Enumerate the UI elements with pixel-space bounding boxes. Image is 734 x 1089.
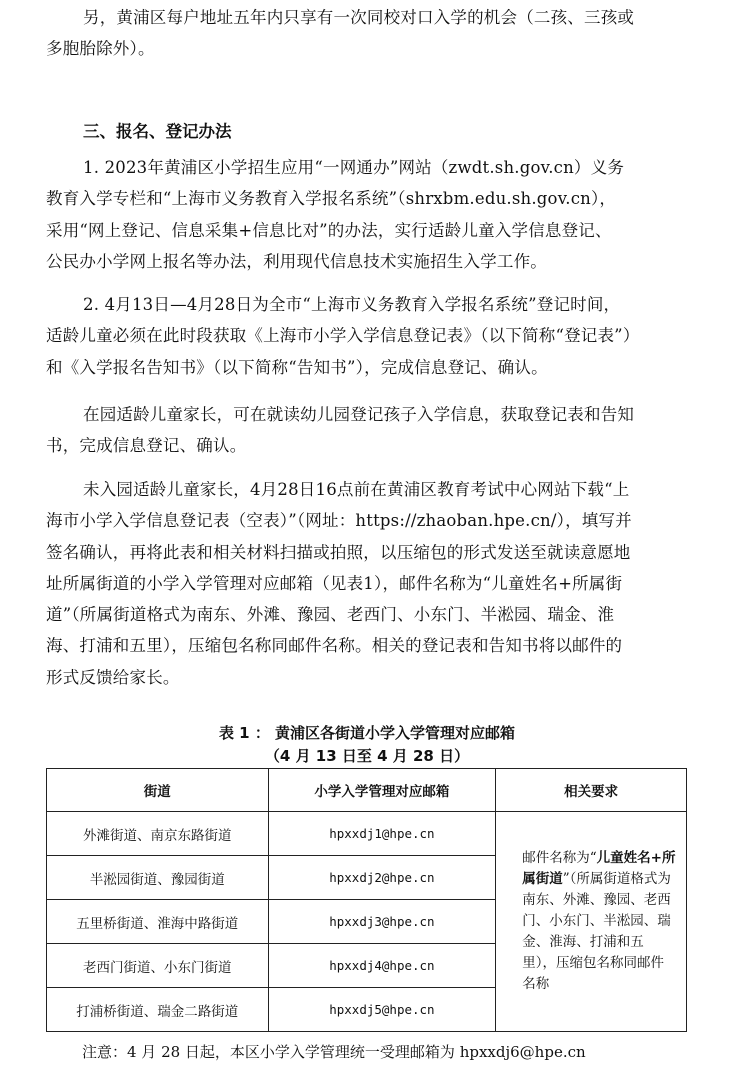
- header-email: 小学入学管理对应邮箱: [268, 769, 496, 812]
- street-cell: 打浦桥街道、瑞金二路街道: [47, 988, 269, 1032]
- email-cell: hpxxdj1@hpe.cn: [268, 812, 496, 856]
- note-text: 注意：4 月 28 日起，本区小学入学管理统一受理邮箱为 hpxxdj6@hpe.cn: [82, 1043, 586, 1061]
- text-line: 签名确认，再将此表和相关材料扫描或拍照，以压缩包的形式发送至就读意愿地: [46, 542, 631, 562]
- intro-paragraph: [46, 2, 731, 65]
- email-cell: hpxxdj2@hpe.cn: [268, 856, 496, 900]
- text-line: 教育入学专栏和“上海市义务教育入学报名系统”（shrxbm.edu.sh.gov.cn），: [46, 189, 617, 209]
- text-line: 适龄儿童必须在此时段获取《上海市小学入学信息登记表》（以下简称“登记表”）: [46, 326, 640, 346]
- paragraph-1: [46, 152, 731, 277]
- table-caption: 表 1 ： 黄浦区各街道小学入学管理对应邮箱: [218, 724, 516, 742]
- street-cell: 五里桥街道、淮海中路街道: [47, 900, 269, 944]
- street-cell: 老西门街道、小东门街道: [47, 944, 269, 988]
- requirement-suffix: ”（所属街道格式为南东、外滩、豫园、老西门、小东门、半淞园、瑞金、淮海、打浦和五里），压缩包名称同邮件名称: [522, 871, 671, 992]
- requirement-prefix: 邮件名称为“: [522, 850, 597, 866]
- street-cell: 外滩街道、南京东路街道: [47, 812, 269, 856]
- text-line: 书，完成信息登记、确认。: [46, 436, 247, 456]
- paragraph-3: [46, 399, 731, 462]
- paragraph-2: [46, 289, 731, 383]
- table-subcaption: （4 月 13 日至 4 月 28 日）: [264, 747, 470, 765]
- text-line: 海市小学入学信息登记表（空表）”（网址：https://zhaoban.hpe.cn/），填写并: [46, 511, 632, 531]
- text-line: 多胞胎除外）。: [46, 39, 155, 59]
- requirement-bold: 儿童姓名+所属街道: [522, 850, 676, 887]
- text-line: 另，黄浦区每户地址五年内只享有一次同校对口入学的机会（二孩、三孩或: [83, 8, 635, 27]
- requirement-cell: [496, 812, 687, 1032]
- mailbox-table: [46, 768, 687, 1032]
- text-line: 形式反馈给家长。: [46, 667, 180, 687]
- table-header-row: [47, 769, 687, 812]
- paragraph-4: [46, 474, 731, 693]
- text-line: 海、打浦和五里），压缩包名称同邮件名称。相关的登记表和告知书将以邮件的: [46, 636, 623, 656]
- text-line: 2. 4月13日—4月28日为全市“上海市义务教育入学报名系统”登记时间，: [83, 295, 621, 314]
- text-line: 公民办小学网上报名等办法，利用现代信息技术实施招生入学工作。: [46, 251, 547, 271]
- street-cell: 半淞园街道、豫园街道: [47, 856, 269, 900]
- text-line: 和《入学报名告知书》（以下简称“告知书”），完成信息登记、确认。: [46, 357, 548, 377]
- text-line: 址所属街道的小学入学管理对应邮箱（见表1），邮件名称为“儿童姓名+所属街: [46, 573, 623, 593]
- text-line: 1. 2023年黄浦区小学招生应用“一网通办”网站（zwdt.sh.gov.cn）义务: [83, 158, 625, 177]
- section-heading: 三、报名、登记办法: [83, 122, 232, 141]
- email-cell: hpxxdj4@hpe.cn: [268, 944, 496, 988]
- text-line: 采用“网上登记、信息采集+信息比对”的办法，实行适龄儿童入学信息登记、: [46, 220, 612, 240]
- table-row: [47, 812, 687, 856]
- text-line: 道”（所属街道格式为南东、外滩、豫园、老西门、小东门、半淞园、瑞金、淮: [46, 605, 615, 625]
- email-cell: hpxxdj5@hpe.cn: [268, 988, 496, 1032]
- header-requirement: 相关要求: [496, 769, 687, 812]
- header-street: 街道: [47, 769, 269, 812]
- email-cell: hpxxdj3@hpe.cn: [268, 900, 496, 944]
- text-line: 在园适龄儿童家长，可在就读幼儿园登记孩子入学信息，获取登记表和告知: [83, 405, 635, 424]
- text-line: 未入园适龄儿童家长，4月28日16点前在黄浦区教育考试中心网站下载“上: [83, 480, 630, 499]
